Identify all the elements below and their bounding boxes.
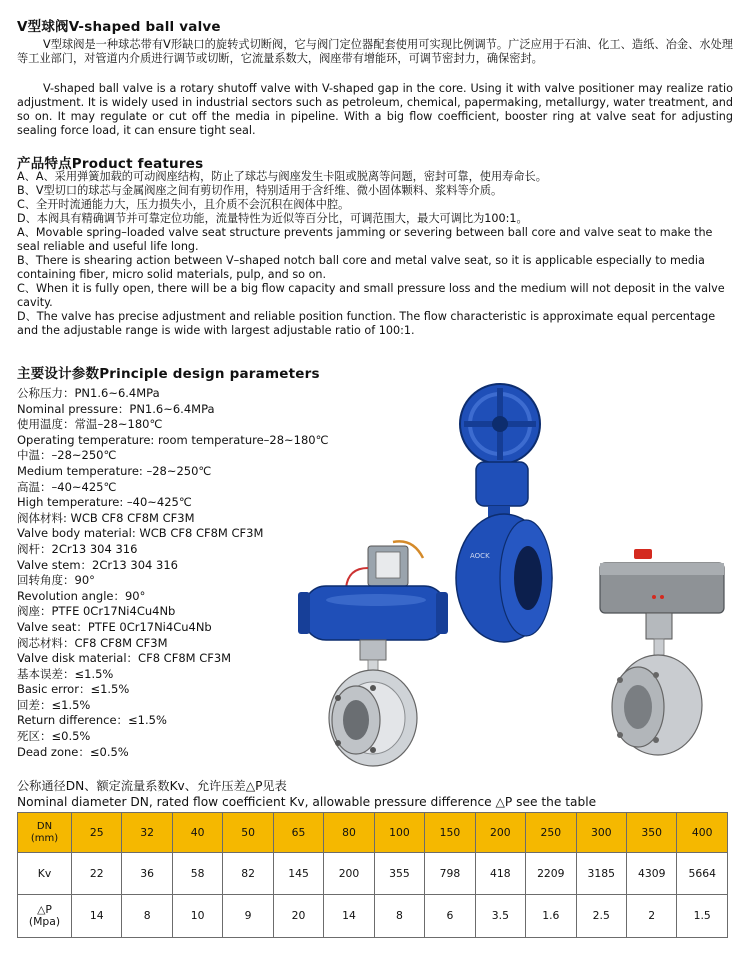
kv-label: Kv bbox=[18, 853, 72, 895]
dp-cell: 1.5 bbox=[677, 895, 728, 938]
dn-cell: 200 bbox=[475, 813, 525, 853]
dn-cell: 40 bbox=[172, 813, 222, 853]
table-row-kv bbox=[18, 853, 728, 895]
kv-cell: 36 bbox=[122, 853, 172, 895]
intro-en: V-shaped ball valve is a rotary shutoff valve with V-shaped gap in the core. Using it with valve positioner may realize ratio adjustment. It is widely used in industrial sectors such as petroleum, chemical, papermaking, metallurgy, water treatment, and so on. It may regulate or cut off the media in pipeline. With a big flow coefficient, booster ring at valve seat for adjusting sealing force load, it can ensure tight seal. bbox=[17, 82, 733, 137]
pneumatic-valve-blue-photo bbox=[298, 538, 448, 778]
dp-cell: 10 bbox=[172, 895, 222, 938]
features-heading: 产品特点Product features bbox=[17, 156, 204, 172]
features-en bbox=[17, 226, 733, 338]
page-title: V型球阀V-shaped ball valve bbox=[17, 19, 221, 35]
dn-cell: 150 bbox=[425, 813, 475, 853]
dn-cell: 350 bbox=[626, 813, 676, 853]
kv-cell: 4309 bbox=[626, 853, 676, 895]
dn-cell: 400 bbox=[677, 813, 728, 853]
param-line: 回转角度：90° bbox=[17, 573, 95, 588]
feature-cn-c: C、全开时流通能力大，压力损失小，且介质不会沉积在阀体中腔。 bbox=[17, 198, 350, 211]
dn-cell: 25 bbox=[72, 813, 122, 853]
param-line: Basic error：≤1.5% bbox=[17, 682, 130, 697]
dn-cell: 32 bbox=[122, 813, 172, 853]
param-line: Valve disk material：CF8 CF8M CF3M bbox=[17, 651, 232, 666]
kv-cell: 2209 bbox=[526, 853, 576, 895]
dp-cell: 14 bbox=[324, 895, 374, 938]
param-line: Valve seat：PTFE 0Cr17Ni4Cu4Nb bbox=[17, 619, 212, 634]
feature-en-c: C、When it is fully open, there will be a big flow capacity and small pressure loss and the medium will not deposit in the valve cavity. bbox=[17, 282, 725, 309]
param-line: 阀芯材料：CF8 CF8M CF3M bbox=[17, 635, 168, 650]
dp-cell: 2 bbox=[626, 895, 676, 938]
kv-cell: 798 bbox=[425, 853, 475, 895]
param-line: 阀座：PTFE 0Cr17Ni4Cu4Nb bbox=[17, 604, 176, 619]
svg-text:AOCK: AOCK bbox=[470, 552, 490, 560]
param-line: 阀体材料: WCB CF8 CF8M CF3M bbox=[17, 510, 195, 525]
kv-cell: 22 bbox=[72, 853, 122, 895]
table-row-dp bbox=[18, 895, 728, 938]
param-line: High temperature: –40~425℃ bbox=[17, 495, 192, 510]
dp-cell: 8 bbox=[122, 895, 172, 938]
param-line: Valve stem：2Cr13 304 316 bbox=[17, 557, 178, 572]
dp-cell: 1.6 bbox=[526, 895, 576, 938]
param-line: Dead zone：≤0.5% bbox=[17, 744, 129, 759]
kv-cell: 5664 bbox=[677, 853, 728, 895]
kv-cell: 3185 bbox=[576, 853, 626, 895]
param-line: Revolution angle：90° bbox=[17, 588, 146, 603]
dn-cell: 100 bbox=[374, 813, 424, 853]
kv-table bbox=[17, 812, 728, 938]
dp-cell: 9 bbox=[223, 895, 273, 938]
dp-cell: 14 bbox=[72, 895, 122, 938]
kv-cell: 200 bbox=[324, 853, 374, 895]
dn-cell: 50 bbox=[223, 813, 273, 853]
table-title-cn: 公称通径DN、额定流量系数Kv、允许压差△P见表 bbox=[17, 779, 287, 793]
kv-cell: 58 bbox=[172, 853, 222, 895]
kv-cell: 145 bbox=[273, 853, 323, 895]
dp-cell: 20 bbox=[273, 895, 323, 938]
param-line: 公称压力：PN1.6~6.4MPa bbox=[17, 386, 160, 400]
param-line: 死区：≤0.5% bbox=[17, 729, 91, 744]
dp-label: △P (Mpa) bbox=[18, 895, 72, 938]
dn-cell: 300 bbox=[576, 813, 626, 853]
features-cn bbox=[17, 170, 733, 226]
kv-cell: 82 bbox=[223, 853, 273, 895]
param-line: 使用温度：常温–28~180℃ bbox=[17, 417, 163, 432]
param-line: Medium temperature: –28~250℃ bbox=[17, 463, 212, 478]
dn-label: DN (mm) bbox=[18, 813, 72, 853]
feature-en-b: B、There is shearing action between V–shaped notch ball core and metal valve seat, so it is applicable especially to media containing fiber, micro solid materials, pulp, and so on. bbox=[17, 254, 705, 281]
dn-cell: 80 bbox=[324, 813, 374, 853]
dp-cell: 2.5 bbox=[576, 895, 626, 938]
feature-cn-b: B、V型切口的球芯与金属阀座之间有剪切作用，特别适用于含纤维、微小固体颗料、浆料等介质。 bbox=[17, 184, 503, 197]
dn-cell: 65 bbox=[273, 813, 323, 853]
param-line: 回差：≤1.5% bbox=[17, 697, 91, 712]
param-line: Valve body material: WCB CF8 CF8M CF3M bbox=[17, 526, 264, 541]
kv-cell: 355 bbox=[374, 853, 424, 895]
dp-cell: 6 bbox=[425, 895, 475, 938]
param-line: 阀杆：2Cr13 304 316 bbox=[17, 541, 138, 556]
table-row-dn bbox=[18, 813, 728, 853]
dp-cell: 8 bbox=[374, 895, 424, 938]
param-line: 基本误差：≤1.5% bbox=[17, 666, 114, 681]
param-line: Return difference：≤1.5% bbox=[17, 713, 167, 728]
dp-cell: 3.5 bbox=[475, 895, 525, 938]
table-title-en: Nominal diameter DN, rated flow coefficient Kv, allowable pressure difference △P see the table bbox=[17, 795, 597, 809]
gear-valve-blue-photo bbox=[440, 378, 560, 653]
feature-en-d: D、The valve has precise adjustment and reliable position function. The flow characteristic is approximate equal percentage and the adjustable range is wide with largest adjustable ratio of 100:1. bbox=[17, 310, 716, 337]
feature-cn-d: D、本阀具有精确调节并可靠定位功能，流量特性为近似等百分比，可调范围大，最大可调比为100:1。 bbox=[17, 212, 528, 225]
params-heading: 主要设计参数Principle design parameters bbox=[17, 366, 320, 382]
intro-cn: V型球阀是一种球芯带有V形缺口的旋转式切断阀，它与阀门定位器配套使用可实现比例调节。广泛应用于石油、化工、造纸、冶金、水处理等工业部门，对管道内介质进行调节或切断，它流量系数大，阀座带有增能环，可调节密封力，确保密封。 bbox=[17, 38, 733, 65]
pneumatic-valve-gray-photo bbox=[590, 545, 730, 770]
kv-cell: 418 bbox=[475, 853, 525, 895]
feature-cn-a: A、A、采用弹簧加载的可动阀座结构，防止了球芯与阀座发生卡阻或脱离等问题，密封可靠，使用寿命长。 bbox=[17, 170, 547, 183]
param-line: 高温：–40~425℃ bbox=[17, 479, 117, 494]
param-line: 中温：–28~250℃ bbox=[17, 448, 117, 463]
feature-en-a: A、Movable spring–loaded valve seat structure prevents jamming or severing between ball core and valve seat to make the seal reliable and useful life long. bbox=[17, 226, 713, 253]
param-line: Operating temperature: room temperature–28~180℃ bbox=[17, 432, 329, 447]
param-line: Nominal pressure：PN1.6~6.4MPa bbox=[17, 401, 215, 416]
dn-cell: 250 bbox=[526, 813, 576, 853]
